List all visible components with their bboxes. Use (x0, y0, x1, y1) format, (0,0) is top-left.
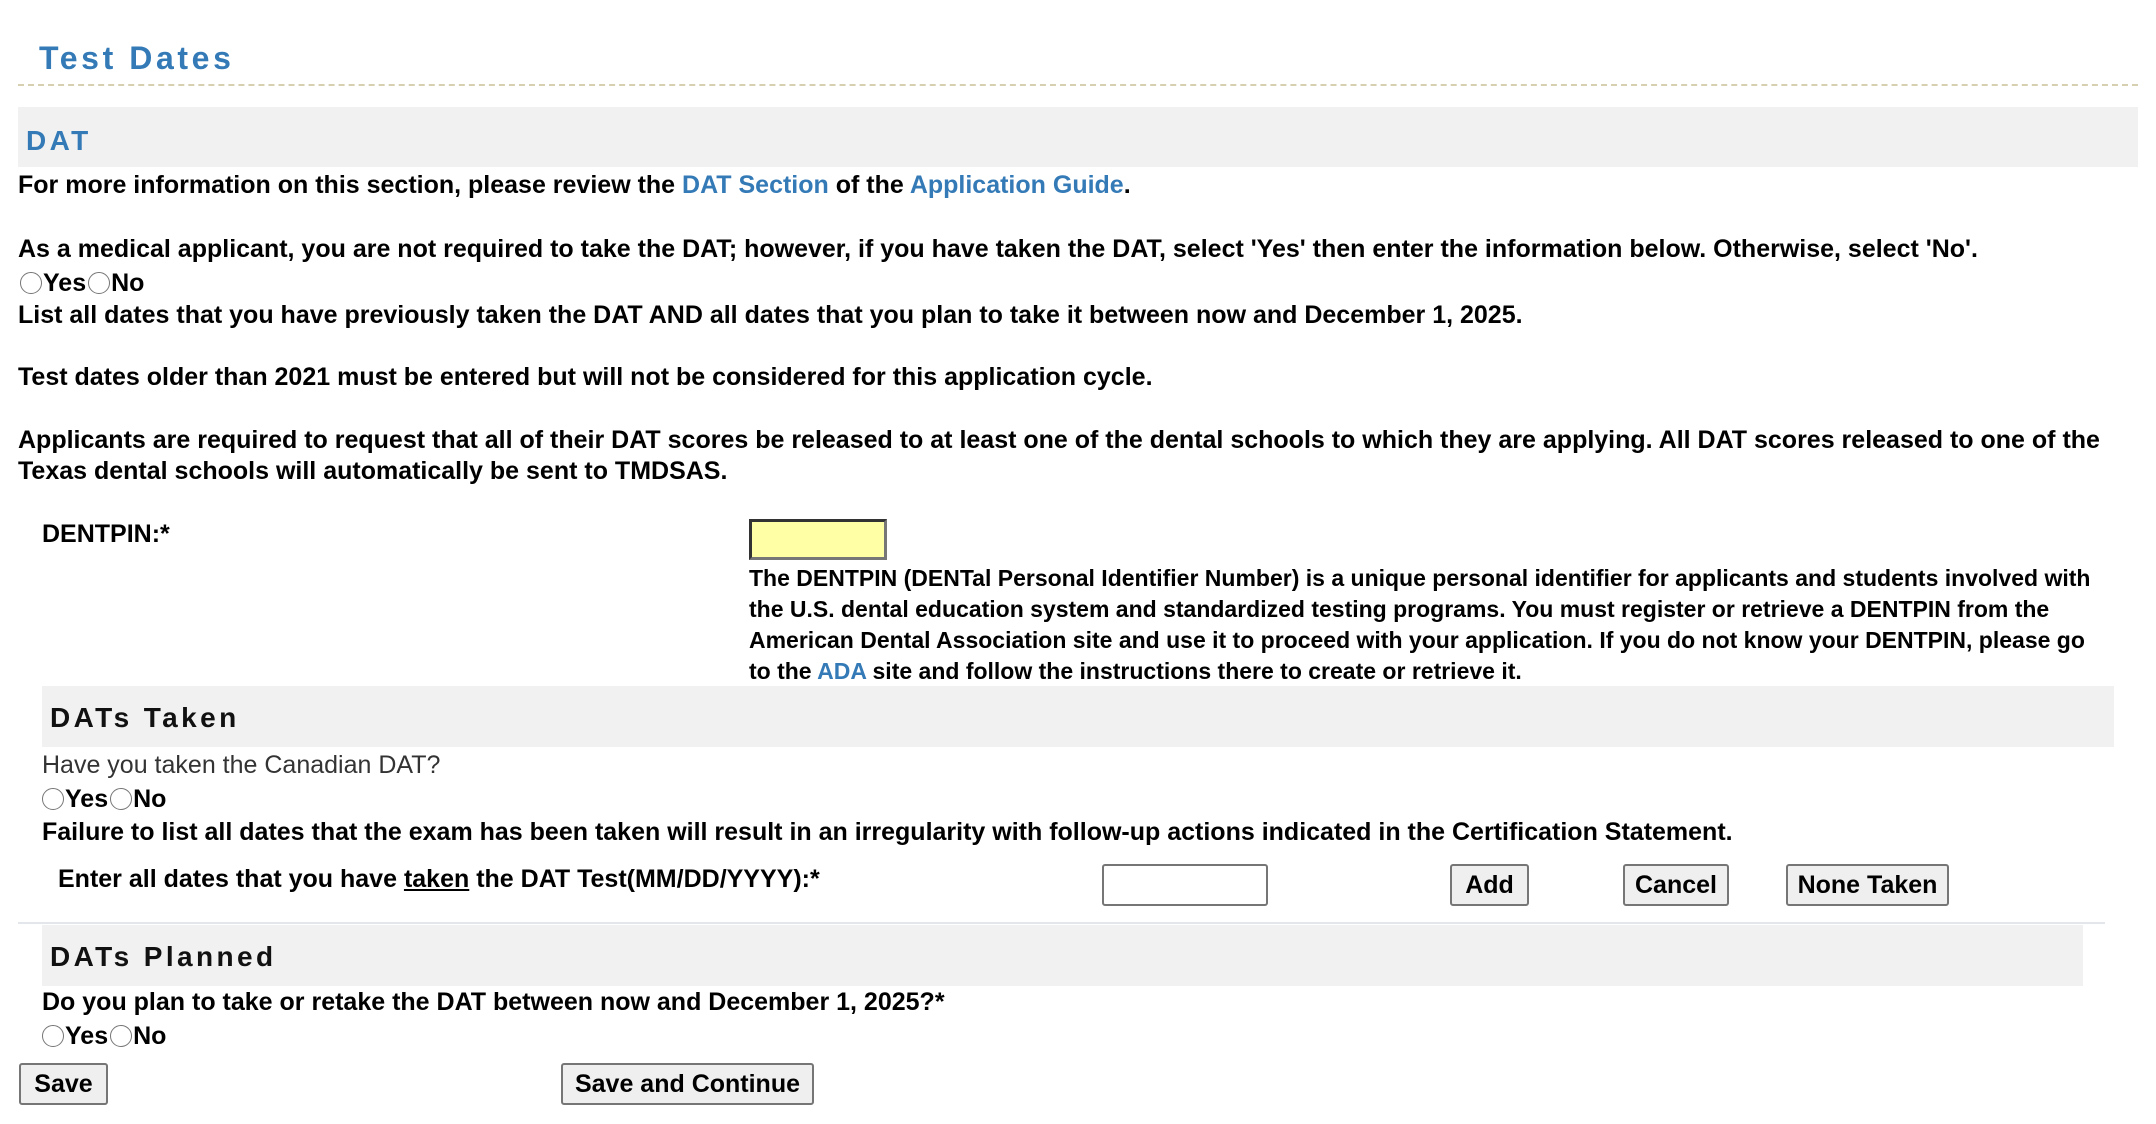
canadian-dat-radio-group (42, 784, 168, 814)
cancel-button[interactable]: Cancel (1623, 864, 1729, 906)
medical-applicant-note: As a medical applicant, you are not required to take the DAT; however, if you have taken the DAT, select 'Yes' then enter the information below. Otherwise, select 'No'. (18, 235, 1978, 263)
canadian-dat-yes-radio[interactable] (42, 788, 64, 810)
plan-dat-no-label[interactable]: No (133, 1021, 167, 1050)
plan-dat-no-radio[interactable] (110, 1025, 132, 1047)
application-guide-link[interactable]: Application Guide (909, 171, 1124, 199)
canadian-dat-no-label[interactable]: No (133, 784, 167, 813)
title-divider (18, 84, 2138, 86)
enter-dates-suffix: the DAT Test(MM/DD/YYYY):* (469, 865, 820, 893)
page-title: Test Dates (39, 40, 235, 76)
enter-dates-emphasis: taken (403, 865, 470, 893)
plan-dat-yes-radio[interactable] (42, 1025, 64, 1047)
info-middle: of the (828, 171, 910, 199)
release-scores-note: Applicants are required to request that all of their DAT scores be released to at least one of the dental schools to which they are applying. All DAT scores released to one of the Texas dental schools will automatically be sent to TMDSAS. (18, 426, 2100, 485)
info-prefix: For more information on this section, please review the (18, 171, 683, 199)
enter-dates-prefix: Enter all dates that you have (58, 865, 404, 893)
dat-section-link[interactable]: DAT Section (682, 171, 829, 199)
canadian-dat-no-radio[interactable] (110, 788, 132, 810)
dat-taken-yes-label[interactable]: Yes (43, 268, 87, 297)
canadian-dat-yes-label[interactable]: Yes (65, 784, 109, 813)
dats-planned-header (42, 925, 2083, 986)
save-and-continue-button[interactable]: Save and Continue (561, 1063, 814, 1105)
info-suffix: . (1123, 171, 1131, 199)
canadian-dat-question: Have you taken the Canadian DAT? (42, 751, 441, 779)
dat-taken-no-label[interactable]: No (111, 268, 145, 297)
dat-date-input[interactable] (1102, 864, 1268, 906)
dats-taken-header (42, 686, 2114, 747)
dat-section-title: DAT (26, 125, 92, 156)
failure-note: Failure to list all dates that the exam has been taken will result in an irregularity with follow-up actions indicated in the Certification Statement. (42, 818, 1733, 846)
add-date-button[interactable]: Add (1450, 864, 1529, 906)
dentpin-help-prefix: The DENTPIN (DENTal Personal Identifier Number) is a unique personal identifier for applicants and students involved with the U.S. dental education system and standardized testing programs. You must register or retrieve a DENTPIN from the American Dental Association site and use it to proceed with your application. If you do not know your DENTPIN, please go to the (749, 565, 2091, 684)
dentpin-label: DENTPIN:* (42, 520, 170, 548)
list-dates-note: List all dates that you have previously taken the DAT AND all dates that you plan to take it between now and December 1, 2025. (18, 301, 1523, 329)
dentpin-help-suffix: site and follow the instructions there to create or retrieve it. (866, 658, 1522, 684)
plan-dat-yes-label[interactable]: Yes (65, 1021, 109, 1050)
dentpin-input[interactable] (749, 519, 887, 560)
ada-link[interactable]: ADA (817, 658, 867, 684)
dat-section-header (18, 107, 2138, 167)
dat-info-text (18, 170, 1131, 201)
dats-planned-title: DATs Planned (50, 941, 277, 972)
dat-taken-no-radio[interactable] (88, 272, 110, 294)
enter-dates-label (58, 864, 820, 895)
save-button[interactable]: Save (19, 1063, 108, 1105)
dats-taken-title: DATs Taken (50, 702, 240, 733)
older-dates-note: Test dates older than 2021 must be entered but will not be considered for this application cycle. (18, 363, 1153, 391)
section-divider (18, 922, 2105, 924)
dat-taken-radio-group (20, 268, 146, 298)
dat-taken-yes-radio[interactable] (20, 272, 42, 294)
dentpin-help-text (749, 563, 2109, 687)
plan-dat-question: Do you plan to take or retake the DAT between now and December 1, 2025?* (42, 988, 945, 1016)
plan-dat-radio-group (42, 1021, 168, 1051)
none-taken-button[interactable]: None Taken (1786, 864, 1949, 906)
